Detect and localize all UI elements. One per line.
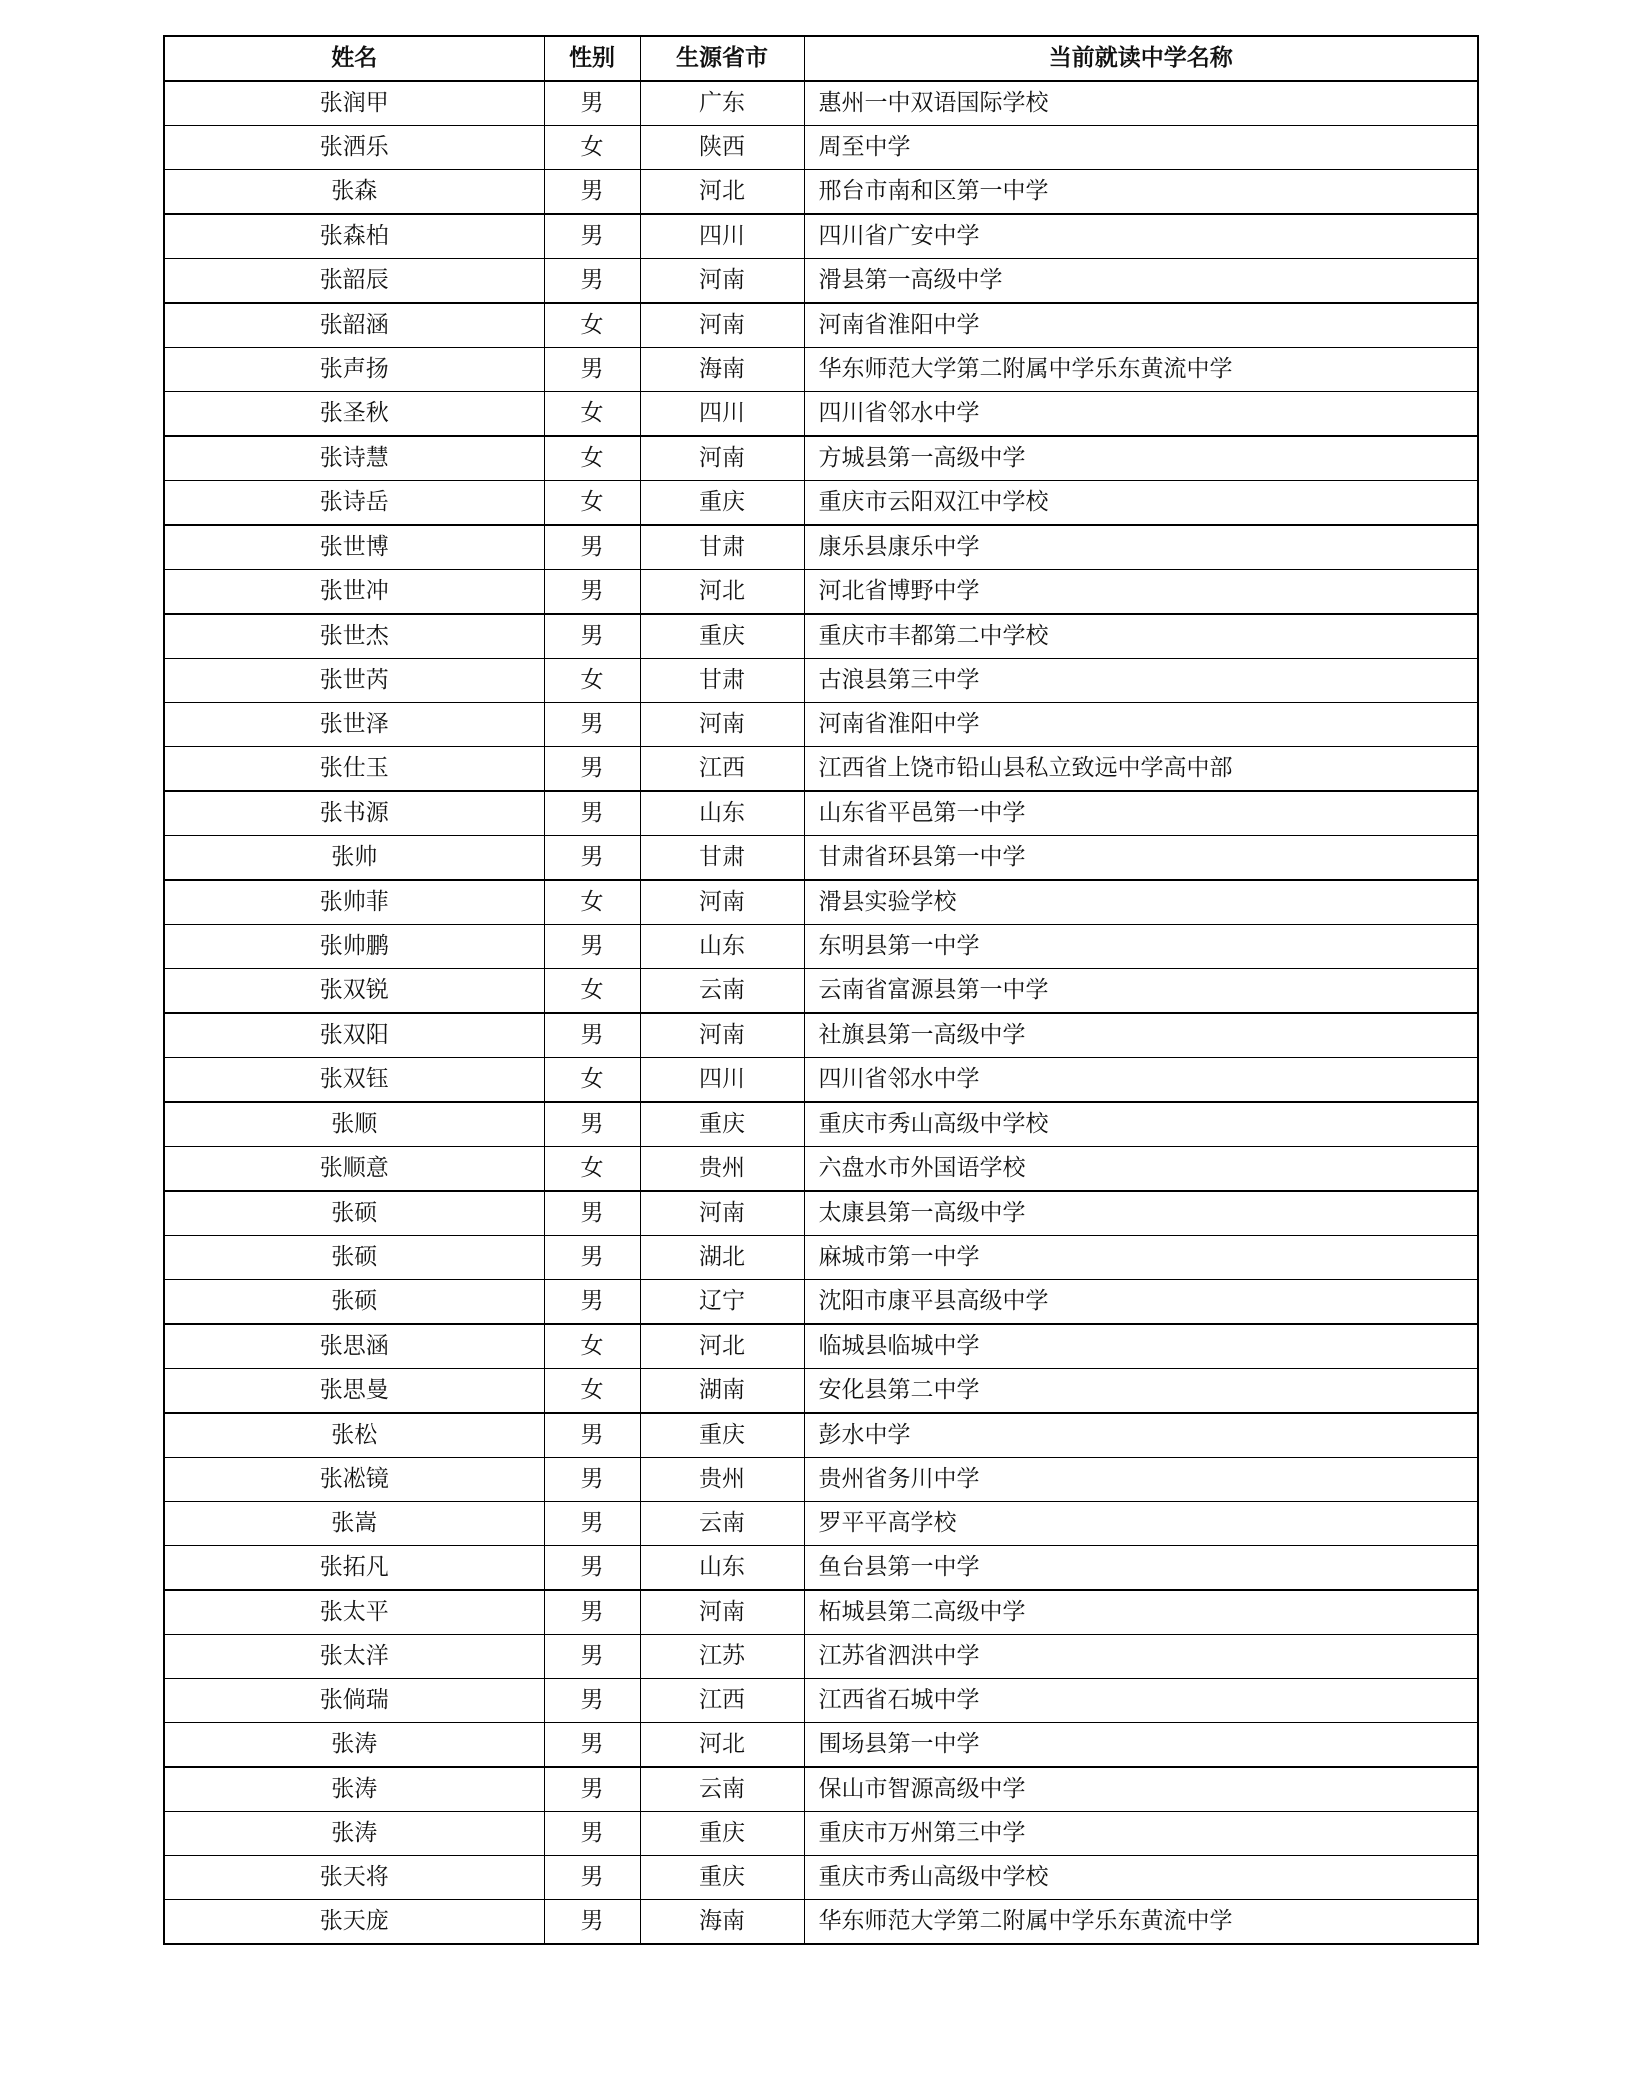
table-row <box>164 659 1478 703</box>
cell-province: 贵州 <box>640 1147 804 1192</box>
cell-gender: 女 <box>544 1369 640 1414</box>
cell-name: 张世泽 <box>164 703 544 747</box>
cell-province: 河北 <box>640 1723 804 1768</box>
cell-gender: 男 <box>544 525 640 570</box>
table-row <box>164 614 1478 659</box>
cell-name: 张森 <box>164 170 544 215</box>
cell-gender: 男 <box>544 1635 640 1679</box>
cell-gender: 男 <box>544 1502 640 1546</box>
table-row <box>164 925 1478 969</box>
cell-gender: 男 <box>544 791 640 836</box>
table-row <box>164 1147 1478 1192</box>
table-row <box>164 525 1478 570</box>
table-row <box>164 259 1478 304</box>
cell-name: 张倘瑞 <box>164 1679 544 1723</box>
cell-gender: 女 <box>544 392 640 437</box>
cell-gender: 女 <box>544 1324 640 1369</box>
cell-name: 张涛 <box>164 1767 544 1812</box>
cell-province: 甘肃 <box>640 525 804 570</box>
cell-gender: 男 <box>544 1856 640 1900</box>
table-row <box>164 1767 1478 1812</box>
cell-gender: 女 <box>544 1147 640 1192</box>
cell-gender: 男 <box>544 703 640 747</box>
header-province: 生源省市 <box>640 36 804 81</box>
cell-school: 河南省淮阳中学 <box>804 703 1478 747</box>
cell-school: 柘城县第二高级中学 <box>804 1590 1478 1635</box>
cell-name: 张韶辰 <box>164 259 544 304</box>
table-row <box>164 1546 1478 1591</box>
cell-school: 周至中学 <box>804 126 1478 170</box>
cell-school: 江西省石城中学 <box>804 1679 1478 1723</box>
cell-gender: 女 <box>544 303 640 348</box>
cell-name: 张凇镜 <box>164 1458 544 1502</box>
cell-name: 张嵩 <box>164 1502 544 1546</box>
cell-province: 河南 <box>640 436 804 481</box>
cell-name: 张世博 <box>164 525 544 570</box>
cell-school: 社旗县第一高级中学 <box>804 1013 1478 1058</box>
cell-school: 重庆市秀山高级中学校 <box>804 1856 1478 1900</box>
cell-name: 张书源 <box>164 791 544 836</box>
table-row <box>164 1013 1478 1058</box>
cell-name: 张天庞 <box>164 1900 544 1945</box>
table-row <box>164 1191 1478 1236</box>
cell-gender: 男 <box>544 1013 640 1058</box>
cell-province: 河南 <box>640 703 804 747</box>
table-row <box>164 392 1478 437</box>
cell-school: 鱼台县第一中学 <box>804 1546 1478 1591</box>
cell-school: 康乐县康乐中学 <box>804 525 1478 570</box>
cell-province: 海南 <box>640 348 804 392</box>
cell-province: 海南 <box>640 1900 804 1945</box>
cell-province: 河南 <box>640 880 804 925</box>
cell-school: 滑县实验学校 <box>804 880 1478 925</box>
cell-gender: 男 <box>544 836 640 881</box>
cell-gender: 男 <box>544 1236 640 1280</box>
table-row <box>164 969 1478 1014</box>
cell-province: 河南 <box>640 303 804 348</box>
cell-name: 张思涵 <box>164 1324 544 1369</box>
cell-province: 辽宁 <box>640 1280 804 1325</box>
cell-province: 云南 <box>640 1502 804 1546</box>
cell-gender: 男 <box>544 1102 640 1147</box>
cell-school: 河南省淮阳中学 <box>804 303 1478 348</box>
table-row <box>164 1679 1478 1723</box>
cell-name: 张仕玉 <box>164 747 544 792</box>
table-row <box>164 214 1478 259</box>
cell-school: 重庆市秀山高级中学校 <box>804 1102 1478 1147</box>
cell-gender: 女 <box>544 126 640 170</box>
table-row <box>164 1502 1478 1546</box>
cell-province: 山东 <box>640 791 804 836</box>
cell-province: 云南 <box>640 969 804 1014</box>
cell-school: 惠州一中双语国际学校 <box>804 81 1478 126</box>
cell-province: 陕西 <box>640 126 804 170</box>
table-row <box>164 1236 1478 1280</box>
cell-province: 河南 <box>640 259 804 304</box>
cell-school: 华东师范大学第二附属中学乐东黄流中学 <box>804 1900 1478 1945</box>
table-row <box>164 1635 1478 1679</box>
cell-gender: 男 <box>544 1280 640 1325</box>
cell-school: 江西省上饶市铅山县私立致远中学高中部 <box>804 747 1478 792</box>
cell-school: 四川省邻水中学 <box>804 1058 1478 1103</box>
cell-school: 麻城市第一中学 <box>804 1236 1478 1280</box>
cell-province: 甘肃 <box>640 836 804 881</box>
cell-school: 邢台市南和区第一中学 <box>804 170 1478 215</box>
cell-school: 罗平平高学校 <box>804 1502 1478 1546</box>
cell-school: 四川省邻水中学 <box>804 392 1478 437</box>
table-row <box>164 1280 1478 1325</box>
cell-name: 张硕 <box>164 1280 544 1325</box>
cell-name: 张拓凡 <box>164 1546 544 1591</box>
cell-school: 六盘水市外国语学校 <box>804 1147 1478 1192</box>
table-row <box>164 436 1478 481</box>
cell-name: 张圣秋 <box>164 392 544 437</box>
cell-name: 张润甲 <box>164 81 544 126</box>
cell-school: 古浪县第三中学 <box>804 659 1478 703</box>
cell-gender: 男 <box>544 1900 640 1945</box>
cell-province: 重庆 <box>640 1856 804 1900</box>
table-row <box>164 1369 1478 1414</box>
cell-name: 张太平 <box>164 1590 544 1635</box>
cell-gender: 女 <box>544 1058 640 1103</box>
header-name: 姓名 <box>164 36 544 81</box>
cell-gender: 女 <box>544 436 640 481</box>
cell-province: 甘肃 <box>640 659 804 703</box>
cell-name: 张太洋 <box>164 1635 544 1679</box>
table-row <box>164 1590 1478 1635</box>
cell-gender: 男 <box>544 1590 640 1635</box>
table-row <box>164 747 1478 792</box>
header-school: 当前就读中学名称 <box>804 36 1478 81</box>
cell-name: 张涛 <box>164 1812 544 1856</box>
cell-gender: 男 <box>544 1191 640 1236</box>
table-row <box>164 1812 1478 1856</box>
table-row <box>164 880 1478 925</box>
cell-gender: 男 <box>544 1546 640 1591</box>
cell-province: 四川 <box>640 392 804 437</box>
cell-gender: 男 <box>544 1679 640 1723</box>
cell-gender: 男 <box>544 1723 640 1768</box>
cell-province: 重庆 <box>640 1812 804 1856</box>
cell-name: 张涛 <box>164 1723 544 1768</box>
table-row <box>164 126 1478 170</box>
cell-school: 沈阳市康平县高级中学 <box>804 1280 1478 1325</box>
cell-province: 重庆 <box>640 481 804 526</box>
cell-school: 保山市智源高级中学 <box>804 1767 1478 1812</box>
cell-name: 张双锐 <box>164 969 544 1014</box>
cell-province: 江西 <box>640 1679 804 1723</box>
cell-province: 河南 <box>640 1013 804 1058</box>
cell-province: 河北 <box>640 1324 804 1369</box>
cell-name: 张松 <box>164 1413 544 1458</box>
cell-province: 河北 <box>640 570 804 615</box>
cell-gender: 男 <box>544 1458 640 1502</box>
cell-province: 河南 <box>640 1590 804 1635</box>
cell-name: 张帅菲 <box>164 880 544 925</box>
cell-school: 甘肃省环县第一中学 <box>804 836 1478 881</box>
cell-gender: 女 <box>544 481 640 526</box>
cell-school: 四川省广安中学 <box>804 214 1478 259</box>
cell-gender: 男 <box>544 170 640 215</box>
table-row <box>164 836 1478 881</box>
cell-name: 张世冲 <box>164 570 544 615</box>
table-row <box>164 1102 1478 1147</box>
cell-province: 山东 <box>640 1546 804 1591</box>
cell-province: 山东 <box>640 925 804 969</box>
table-row <box>164 81 1478 126</box>
cell-school: 方城县第一高级中学 <box>804 436 1478 481</box>
cell-gender: 男 <box>544 1767 640 1812</box>
cell-province: 广东 <box>640 81 804 126</box>
cell-school: 彭水中学 <box>804 1413 1478 1458</box>
table-row <box>164 791 1478 836</box>
cell-gender: 男 <box>544 81 640 126</box>
cell-gender: 女 <box>544 880 640 925</box>
cell-gender: 男 <box>544 747 640 792</box>
cell-name: 张顺 <box>164 1102 544 1147</box>
cell-province: 湖南 <box>640 1369 804 1414</box>
cell-school: 滑县第一高级中学 <box>804 259 1478 304</box>
cell-gender: 男 <box>544 614 640 659</box>
cell-name: 张世芮 <box>164 659 544 703</box>
cell-province: 四川 <box>640 1058 804 1103</box>
cell-name: 张双钰 <box>164 1058 544 1103</box>
table-row <box>164 1856 1478 1900</box>
table-row <box>164 481 1478 526</box>
cell-gender: 男 <box>544 259 640 304</box>
cell-name: 张森柏 <box>164 214 544 259</box>
cell-school: 重庆市云阳双江中学校 <box>804 481 1478 526</box>
cell-province: 湖北 <box>640 1236 804 1280</box>
cell-school: 山东省平邑第一中学 <box>804 791 1478 836</box>
cell-province: 河北 <box>640 170 804 215</box>
cell-province: 重庆 <box>640 614 804 659</box>
cell-gender: 男 <box>544 348 640 392</box>
student-list-table <box>163 35 1479 1945</box>
header-row <box>164 36 1478 81</box>
table-row <box>164 170 1478 215</box>
table-row <box>164 1900 1478 1945</box>
cell-province: 江西 <box>640 747 804 792</box>
table-row <box>164 1413 1478 1458</box>
cell-name: 张声扬 <box>164 348 544 392</box>
cell-gender: 男 <box>544 1812 640 1856</box>
table-row <box>164 348 1478 392</box>
cell-gender: 男 <box>544 1413 640 1458</box>
cell-province: 重庆 <box>640 1102 804 1147</box>
table-row <box>164 1324 1478 1369</box>
cell-name: 张帅 <box>164 836 544 881</box>
cell-name: 张洒乐 <box>164 126 544 170</box>
cell-school: 云南省富源县第一中学 <box>804 969 1478 1014</box>
cell-school: 太康县第一高级中学 <box>804 1191 1478 1236</box>
cell-name: 张韶涵 <box>164 303 544 348</box>
cell-name: 张诗岳 <box>164 481 544 526</box>
cell-province: 河南 <box>640 1191 804 1236</box>
cell-province: 四川 <box>640 214 804 259</box>
table-row <box>164 1723 1478 1768</box>
cell-gender: 女 <box>544 969 640 1014</box>
cell-school: 江苏省泗洪中学 <box>804 1635 1478 1679</box>
table-row <box>164 703 1478 747</box>
cell-school: 围场县第一中学 <box>804 1723 1478 1768</box>
cell-school: 河北省博野中学 <box>804 570 1478 615</box>
table-row <box>164 1458 1478 1502</box>
table-row <box>164 303 1478 348</box>
cell-name: 张双阳 <box>164 1013 544 1058</box>
cell-school: 重庆市万州第三中学 <box>804 1812 1478 1856</box>
table-row <box>164 570 1478 615</box>
cell-name: 张帅鹏 <box>164 925 544 969</box>
cell-name: 张顺意 <box>164 1147 544 1192</box>
cell-school: 东明县第一中学 <box>804 925 1478 969</box>
cell-school: 重庆市丰都第二中学校 <box>804 614 1478 659</box>
cell-name: 张硕 <box>164 1191 544 1236</box>
header-gender: 性别 <box>544 36 640 81</box>
cell-school: 华东师范大学第二附属中学乐东黄流中学 <box>804 348 1478 392</box>
cell-school: 安化县第二中学 <box>804 1369 1478 1414</box>
cell-name: 张诗慧 <box>164 436 544 481</box>
cell-province: 贵州 <box>640 1458 804 1502</box>
cell-province: 江苏 <box>640 1635 804 1679</box>
cell-name: 张天将 <box>164 1856 544 1900</box>
cell-name: 张硕 <box>164 1236 544 1280</box>
cell-school: 临城县临城中学 <box>804 1324 1478 1369</box>
cell-province: 云南 <box>640 1767 804 1812</box>
cell-gender: 男 <box>544 925 640 969</box>
cell-gender: 男 <box>544 570 640 615</box>
cell-name: 张世杰 <box>164 614 544 659</box>
cell-province: 重庆 <box>640 1413 804 1458</box>
cell-gender: 女 <box>544 659 640 703</box>
table-row <box>164 1058 1478 1103</box>
cell-name: 张思曼 <box>164 1369 544 1414</box>
cell-gender: 男 <box>544 214 640 259</box>
cell-school: 贵州省务川中学 <box>804 1458 1478 1502</box>
